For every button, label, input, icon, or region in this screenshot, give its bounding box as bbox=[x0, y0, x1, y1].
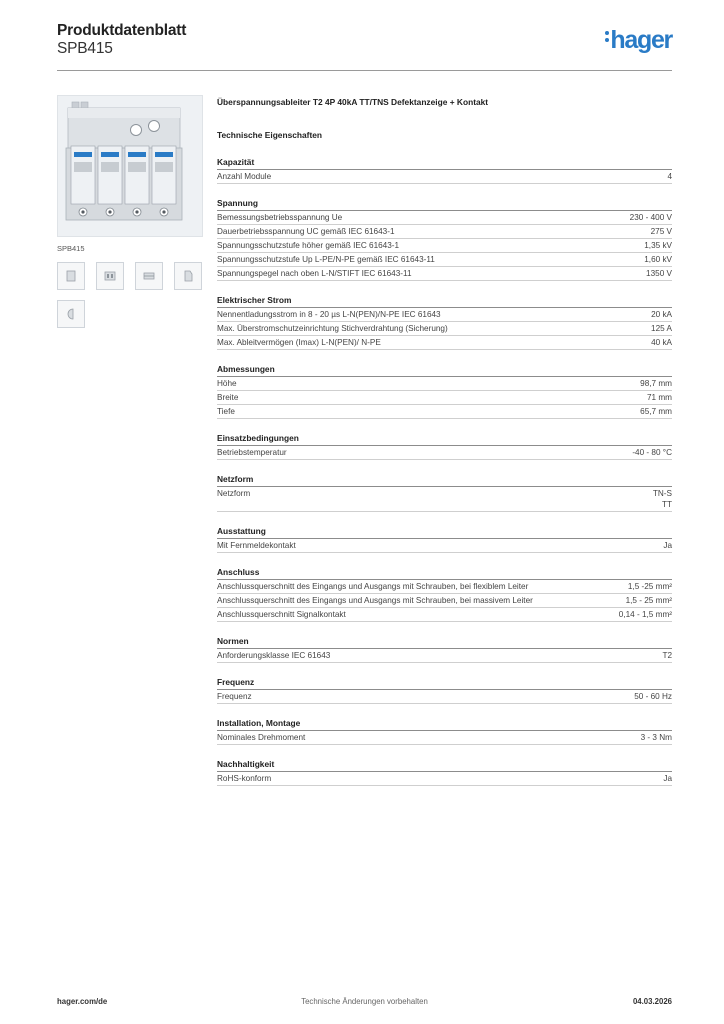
spec-row bbox=[217, 170, 672, 184]
category-title: Einsatzbedingungen bbox=[217, 432, 672, 446]
spec-row bbox=[217, 580, 672, 594]
spec-value: 1,5 - 25 mm² bbox=[625, 596, 672, 605]
spec-row bbox=[217, 446, 672, 460]
spec-label: Höhe bbox=[217, 379, 237, 388]
category-netzform bbox=[217, 473, 672, 512]
spec-label: Spannungsschutzstufe Up L-PE/N-PE gemäß IEC 61643-11 bbox=[217, 255, 435, 264]
spec-label: Tiefe bbox=[217, 407, 235, 416]
spec-label: Mit Fernmeldekontakt bbox=[217, 541, 296, 550]
spec-label: Anforderungsklasse IEC 61643 bbox=[217, 651, 331, 660]
spec-label: Spannungspegel nach oben L-N/STIFT IEC 61643-11 bbox=[217, 269, 412, 278]
category-title: Netzform bbox=[217, 473, 672, 487]
spec-row bbox=[217, 267, 672, 281]
spec-label: Max. Überstromschutzeinrichtung Stichverdrahtung (Sicherung) bbox=[217, 324, 448, 333]
spec-value-line: TT bbox=[661, 500, 672, 509]
category-elektrischer-strom bbox=[217, 294, 672, 350]
top-view-icon bbox=[142, 269, 156, 283]
spec-row bbox=[217, 608, 672, 622]
spec-label: Anschlussquerschnitt des Eingangs und Ausgangs mit Schrauben, bei flexiblem Leiter bbox=[217, 582, 529, 591]
spec-row bbox=[217, 336, 672, 350]
side-view-icon bbox=[181, 269, 195, 283]
spec-row bbox=[217, 308, 672, 322]
spec-label: Anzahl Module bbox=[217, 172, 272, 181]
category-title: Frequenz bbox=[217, 676, 672, 690]
image-caption: SPB415 bbox=[57, 244, 85, 253]
spec-row bbox=[217, 539, 672, 553]
category-title: Spannung bbox=[217, 197, 672, 211]
spec-row bbox=[217, 322, 672, 336]
spec-label: Bemessungsbetriebsspannung Ue bbox=[217, 213, 343, 222]
category-frequenz bbox=[217, 676, 672, 704]
specification-content bbox=[217, 95, 672, 786]
spec-value: 125 A bbox=[651, 324, 672, 333]
category-einsatzbedingungen bbox=[217, 432, 672, 460]
spec-label: Betriebstemperatur bbox=[217, 448, 287, 457]
thumbnail-side-view[interactable] bbox=[174, 262, 202, 290]
category-installation-montage bbox=[217, 717, 672, 745]
category-title: Installation, Montage bbox=[217, 717, 672, 731]
category-ausstattung bbox=[217, 525, 672, 553]
category-title: Normen bbox=[217, 635, 672, 649]
category-spannung bbox=[217, 197, 672, 281]
category-nachhaltigkeit bbox=[217, 758, 672, 786]
spec-row bbox=[217, 594, 672, 608]
category-abmessungen bbox=[217, 363, 672, 419]
spec-value-line: TN-S bbox=[652, 489, 672, 498]
category-title: Anschluss bbox=[217, 566, 672, 580]
spec-value: 20 kA bbox=[651, 310, 672, 319]
spec-value: -40 - 80 °C bbox=[632, 448, 672, 457]
spec-row bbox=[217, 649, 672, 663]
spec-value: 71 mm bbox=[646, 393, 672, 402]
category-kapazitaet bbox=[217, 156, 672, 184]
page-header bbox=[57, 20, 672, 71]
spec-value: 50 - 60 Hz bbox=[634, 692, 672, 701]
spec-value: 3 - 3 Nm bbox=[640, 733, 672, 742]
module-view-icon bbox=[103, 269, 117, 283]
category-anschluss bbox=[217, 566, 672, 622]
spec-value: 230 - 400 V bbox=[629, 213, 672, 222]
spec-value: 1350 V bbox=[646, 269, 672, 278]
spec-value: 65,7 mm bbox=[640, 407, 672, 416]
document-title: Produktdatenblatt bbox=[57, 22, 187, 39]
spec-value: 275 V bbox=[650, 227, 672, 236]
thumbnail-front-view[interactable] bbox=[57, 262, 85, 290]
logo-text: hager bbox=[610, 26, 672, 54]
product-title: Überspannungsableiter T2 4P 40kA TT/TNS Defektanzeige + Kontakt bbox=[217, 97, 489, 107]
logo-dots-icon bbox=[605, 28, 609, 45]
product-code: SPB415 bbox=[57, 40, 113, 57]
spec-label: Anschlussquerschnitt des Eingangs und Ausgangs mit Schrauben, bei massivem Leiter bbox=[217, 596, 533, 605]
spec-row bbox=[217, 487, 672, 512]
spec-label: RoHS-konform bbox=[217, 774, 272, 783]
perspective-view-icon bbox=[64, 307, 78, 321]
spec-row bbox=[217, 377, 672, 391]
category-title: Kapazität bbox=[217, 156, 672, 170]
hager-logo bbox=[605, 26, 672, 55]
spec-label: Nennentladungsstrom in 8 - 20 µs L-N(PEN)/N-PE IEC 61643 bbox=[217, 310, 441, 319]
spec-label: Breite bbox=[217, 393, 239, 402]
spec-value: 0,14 - 1,5 mm² bbox=[618, 610, 672, 619]
front-view-icon bbox=[64, 269, 78, 283]
category-title: Elektrischer Strom bbox=[217, 294, 672, 308]
spec-value: T2 bbox=[662, 651, 672, 660]
spec-value: Ja bbox=[663, 541, 672, 550]
spec-label: Dauerbetriebsspannung UC gemäß IEC 61643-1 bbox=[217, 227, 395, 236]
spec-label: Spannungsschutzstufe höher gemäß IEC 61643-1 bbox=[217, 241, 400, 250]
page-footer bbox=[57, 997, 672, 1011]
spec-value: 40 kA bbox=[651, 338, 672, 347]
spec-row bbox=[217, 225, 672, 239]
spec-label: Max. Ableitvermögen (Imax) L-N(PEN)/ N-PE bbox=[217, 338, 381, 347]
spec-value: 1,35 kV bbox=[644, 241, 672, 250]
spec-row bbox=[217, 690, 672, 704]
thumbnail-perspective-view[interactable] bbox=[57, 300, 85, 328]
surge-arrester-picture bbox=[58, 96, 202, 236]
spec-label: Anschlussquerschnitt Signalkontakt bbox=[217, 610, 346, 619]
spec-value: Ja bbox=[663, 774, 672, 783]
spec-value: 1,5 -25 mm² bbox=[627, 582, 672, 591]
spec-row bbox=[217, 391, 672, 405]
thumbnail-module-view[interactable] bbox=[96, 262, 124, 290]
spec-row bbox=[217, 731, 672, 745]
spec-row bbox=[217, 253, 672, 267]
spec-value: 98,7 mm bbox=[640, 379, 672, 388]
spec-value: 4 bbox=[667, 172, 672, 181]
footer-website-link[interactable]: hager.com/de bbox=[57, 997, 108, 1006]
thumbnail-top-view[interactable] bbox=[135, 262, 163, 290]
spec-row bbox=[217, 772, 672, 786]
category-title: Abmessungen bbox=[217, 363, 672, 377]
spec-label: Nominales Drehmoment bbox=[217, 733, 306, 742]
spec-row bbox=[217, 405, 672, 419]
footer-date: 04.03.2026 bbox=[632, 997, 672, 1006]
spec-label: Netzform bbox=[217, 489, 251, 498]
category-normen bbox=[217, 635, 672, 663]
category-title: Nachhaltigkeit bbox=[217, 758, 672, 772]
footer-disclaimer: Technische Änderungen vorbehalten bbox=[301, 997, 428, 1006]
category-title: Ausstattung bbox=[217, 525, 672, 539]
spec-value bbox=[653, 488, 672, 510]
spec-label: Frequenz bbox=[217, 692, 252, 701]
spec-row bbox=[217, 211, 672, 225]
spec-value: 1,60 kV bbox=[644, 255, 672, 264]
spec-row bbox=[217, 239, 672, 253]
section-title: Technische Eigenschaften bbox=[217, 130, 323, 140]
product-image bbox=[57, 95, 203, 237]
